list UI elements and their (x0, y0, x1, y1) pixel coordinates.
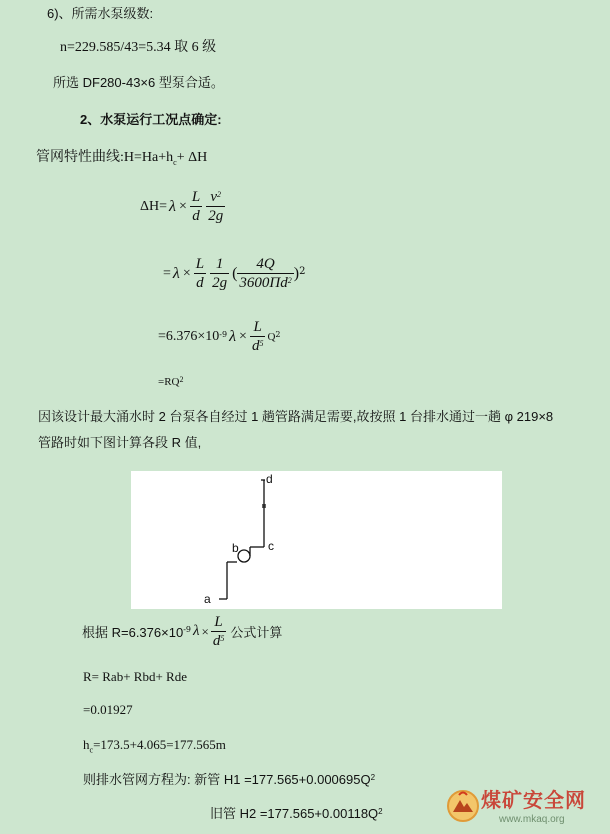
watermark-url: www.mkaq.org (499, 814, 565, 825)
pipe-diagram-svg (131, 471, 502, 609)
section-heading: 2、水泵运行工况点确定: (80, 112, 222, 127)
pipe-curve-definition: 管网特性曲线$:H=Ha+h_c+ \Delta H$ (36, 150, 208, 167)
diagram-label-c: c (268, 539, 274, 553)
step-6-title: 6)、所需水泵级数: (47, 6, 154, 21)
fraction-l-over-d: $\frac{L}{d}$ (195, 256, 205, 291)
pump-selection-text: 所选 DF280-43×6 型泵合适。 (53, 75, 224, 90)
fraction-4q-over-3600pid2: $\frac{4Q}{3600\Pi d^2}$ (239, 256, 292, 291)
head-loss-formula-expanded: = λ × $\frac{L}{d}$ $\frac{1}{2g}$ ( $\frac{4Q}{3600\Pi d^2}$ ) $^2$ (163, 256, 306, 291)
r-formula-line: 根据 R=6.376×10 $^{-9}$ λ × $\frac{L}{d^5}$ 公式计算 (82, 614, 283, 649)
fraction-v2-over-2g: $\frac{v^2}{2g}$ (208, 189, 224, 224)
stage-count-equation: n=229.585/43=5.34 取 6 级 (60, 40, 217, 55)
old-pipe-equation: 旧管 $H2 =177.565+0.00118Q^2$ (210, 806, 383, 821)
r-value: =0.01927 (83, 702, 133, 717)
fraction-1-over-2g: $\frac{1}{2g}$ (212, 256, 228, 291)
r-sum-equation: R= Rab+ Rbd+ Rde (83, 669, 187, 684)
fraction-l-over-d: $\frac{L}{d}$ (191, 189, 201, 224)
watermark-title: 煤矿安全网 (481, 790, 586, 812)
head-loss-formula-numeric: =6.376×10 $^{-9}$ λ × $\frac{L}{d^5}$ Q $^2$ (158, 319, 281, 354)
diagram-label-a: a (204, 592, 211, 606)
hc-equation: $h_c=173.5+4.065=177.565m$ (83, 737, 226, 755)
diagram-label-b: b (232, 541, 239, 555)
fraction-l-over-d5: $\frac{L}{d^5}$ (212, 614, 225, 649)
diagram-label-d: d (266, 472, 273, 486)
new-pipe-equation: 则排水管网方程为: 新管 $H1 =177.565+0.000695Q^2$ (83, 772, 376, 787)
fraction-l-over-d5: $\frac{L}{d^5}$ (251, 319, 264, 354)
watermark-logo (445, 786, 605, 830)
design-paragraph-line-2: 管路时如下图计算各段 R 值, (38, 435, 202, 450)
design-paragraph-line-1: 因该设计最大涌水时 2 台泵各自经过 1 趟管路满足需要,故按照 1 台排水通过一趟 φ 219×8 (38, 409, 554, 424)
pipe-diagram (131, 471, 502, 609)
rq-equation: $=RQ^2$ (158, 375, 184, 388)
head-loss-formula: ΔH= λ × $\frac{L}{d}$ $\frac{v^2}{2g}$ (140, 189, 224, 224)
